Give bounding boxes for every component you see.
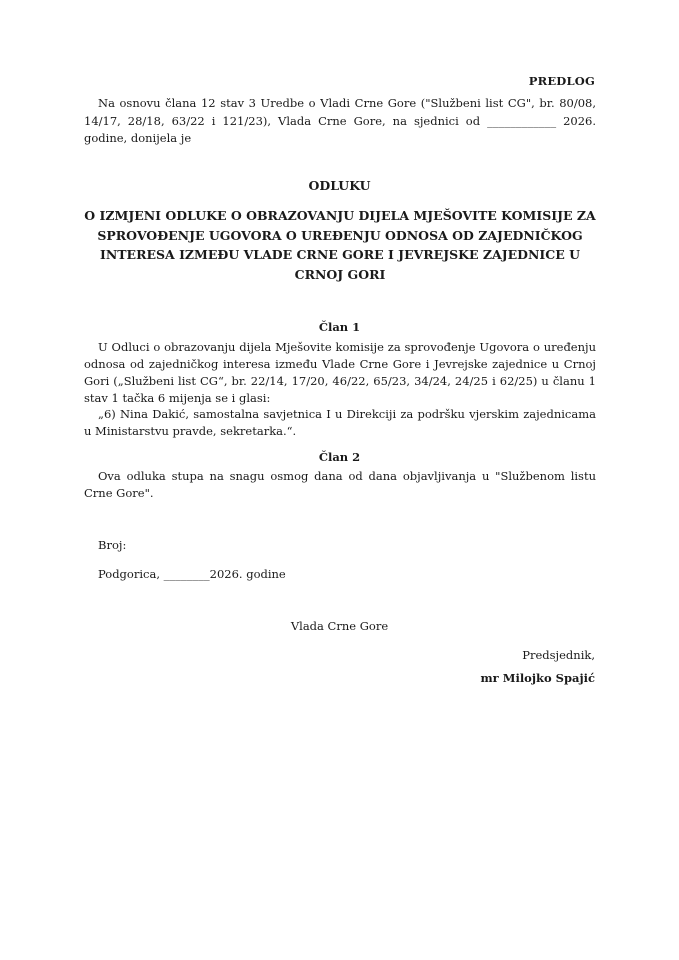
decision-heading: ODLUKU <box>308 178 371 193</box>
article-1-quote: „6) Nina Dakić, samostalna savjetnica I u Direkciji za podršku vjerskim zajednicama u Ministarstvu pravde, sekretarka.“. <box>84 407 596 438</box>
article-1-title: Član 1 <box>318 320 361 334</box>
intro-text: Na osnovu člana 12 stav 3 Uredbe o Vladi Crne Gore ("Službeni list CG", br. 80/08, 14/17, 28/18, 63/22 i 121/23), Vlada Crne Gore, na sjednici od ____________ 2026. godine, donijela je <box>84 96 596 145</box>
article-2-text: Ova odluka stupa na snagu osmog dana od dana objavljivanja u "Službenom listu Crne Gore". <box>84 469 596 500</box>
president-title: Predsjednik, <box>522 648 595 662</box>
number-label: Broj: <box>98 538 127 552</box>
proposal-label: PREDLOG <box>528 74 595 88</box>
article-1-text: U Odluci o obrazovanju dijela Mješovite komisije za sprovođenje Ugovora o uređenju odnosa od zajedničkog interesa između Vlade Crne Gore i Jevrejske zajednice u Crnoj Gori („Službeni list CG“, br. 22/14, 17/20, 46/22, 65/23, 34/24, 24/25 i 62/25) u članu 1 stav 1 tačka 6 mijenja se i glasi: <box>84 340 596 405</box>
article-1-quote-paragraph <box>84 406 596 440</box>
article-2-paragraph <box>84 468 596 502</box>
president-name: mr Milojko Spajić <box>480 671 595 685</box>
intro-paragraph <box>84 95 596 148</box>
place-date: Podgorica, ________2026. godine <box>98 567 286 581</box>
government-name: Vlada Crne Gore <box>290 619 389 633</box>
decision-title: O IZMJENI ODLUKE O OBRAZOVANJU DIJELA MJEŠOVITE KOMISIJE ZA SPROVOĐENJE UGOVORA O UREĐENJU ODNOSA OD ZAJEDNIČKOG INTERESA IZMEĐU VLADE CRNE GORE I JEVREJSKE ZAJEDNICE U CRNOJ GORI <box>84 208 596 282</box>
article-2-title: Član 2 <box>318 450 361 464</box>
article-1-paragraph <box>84 339 596 407</box>
